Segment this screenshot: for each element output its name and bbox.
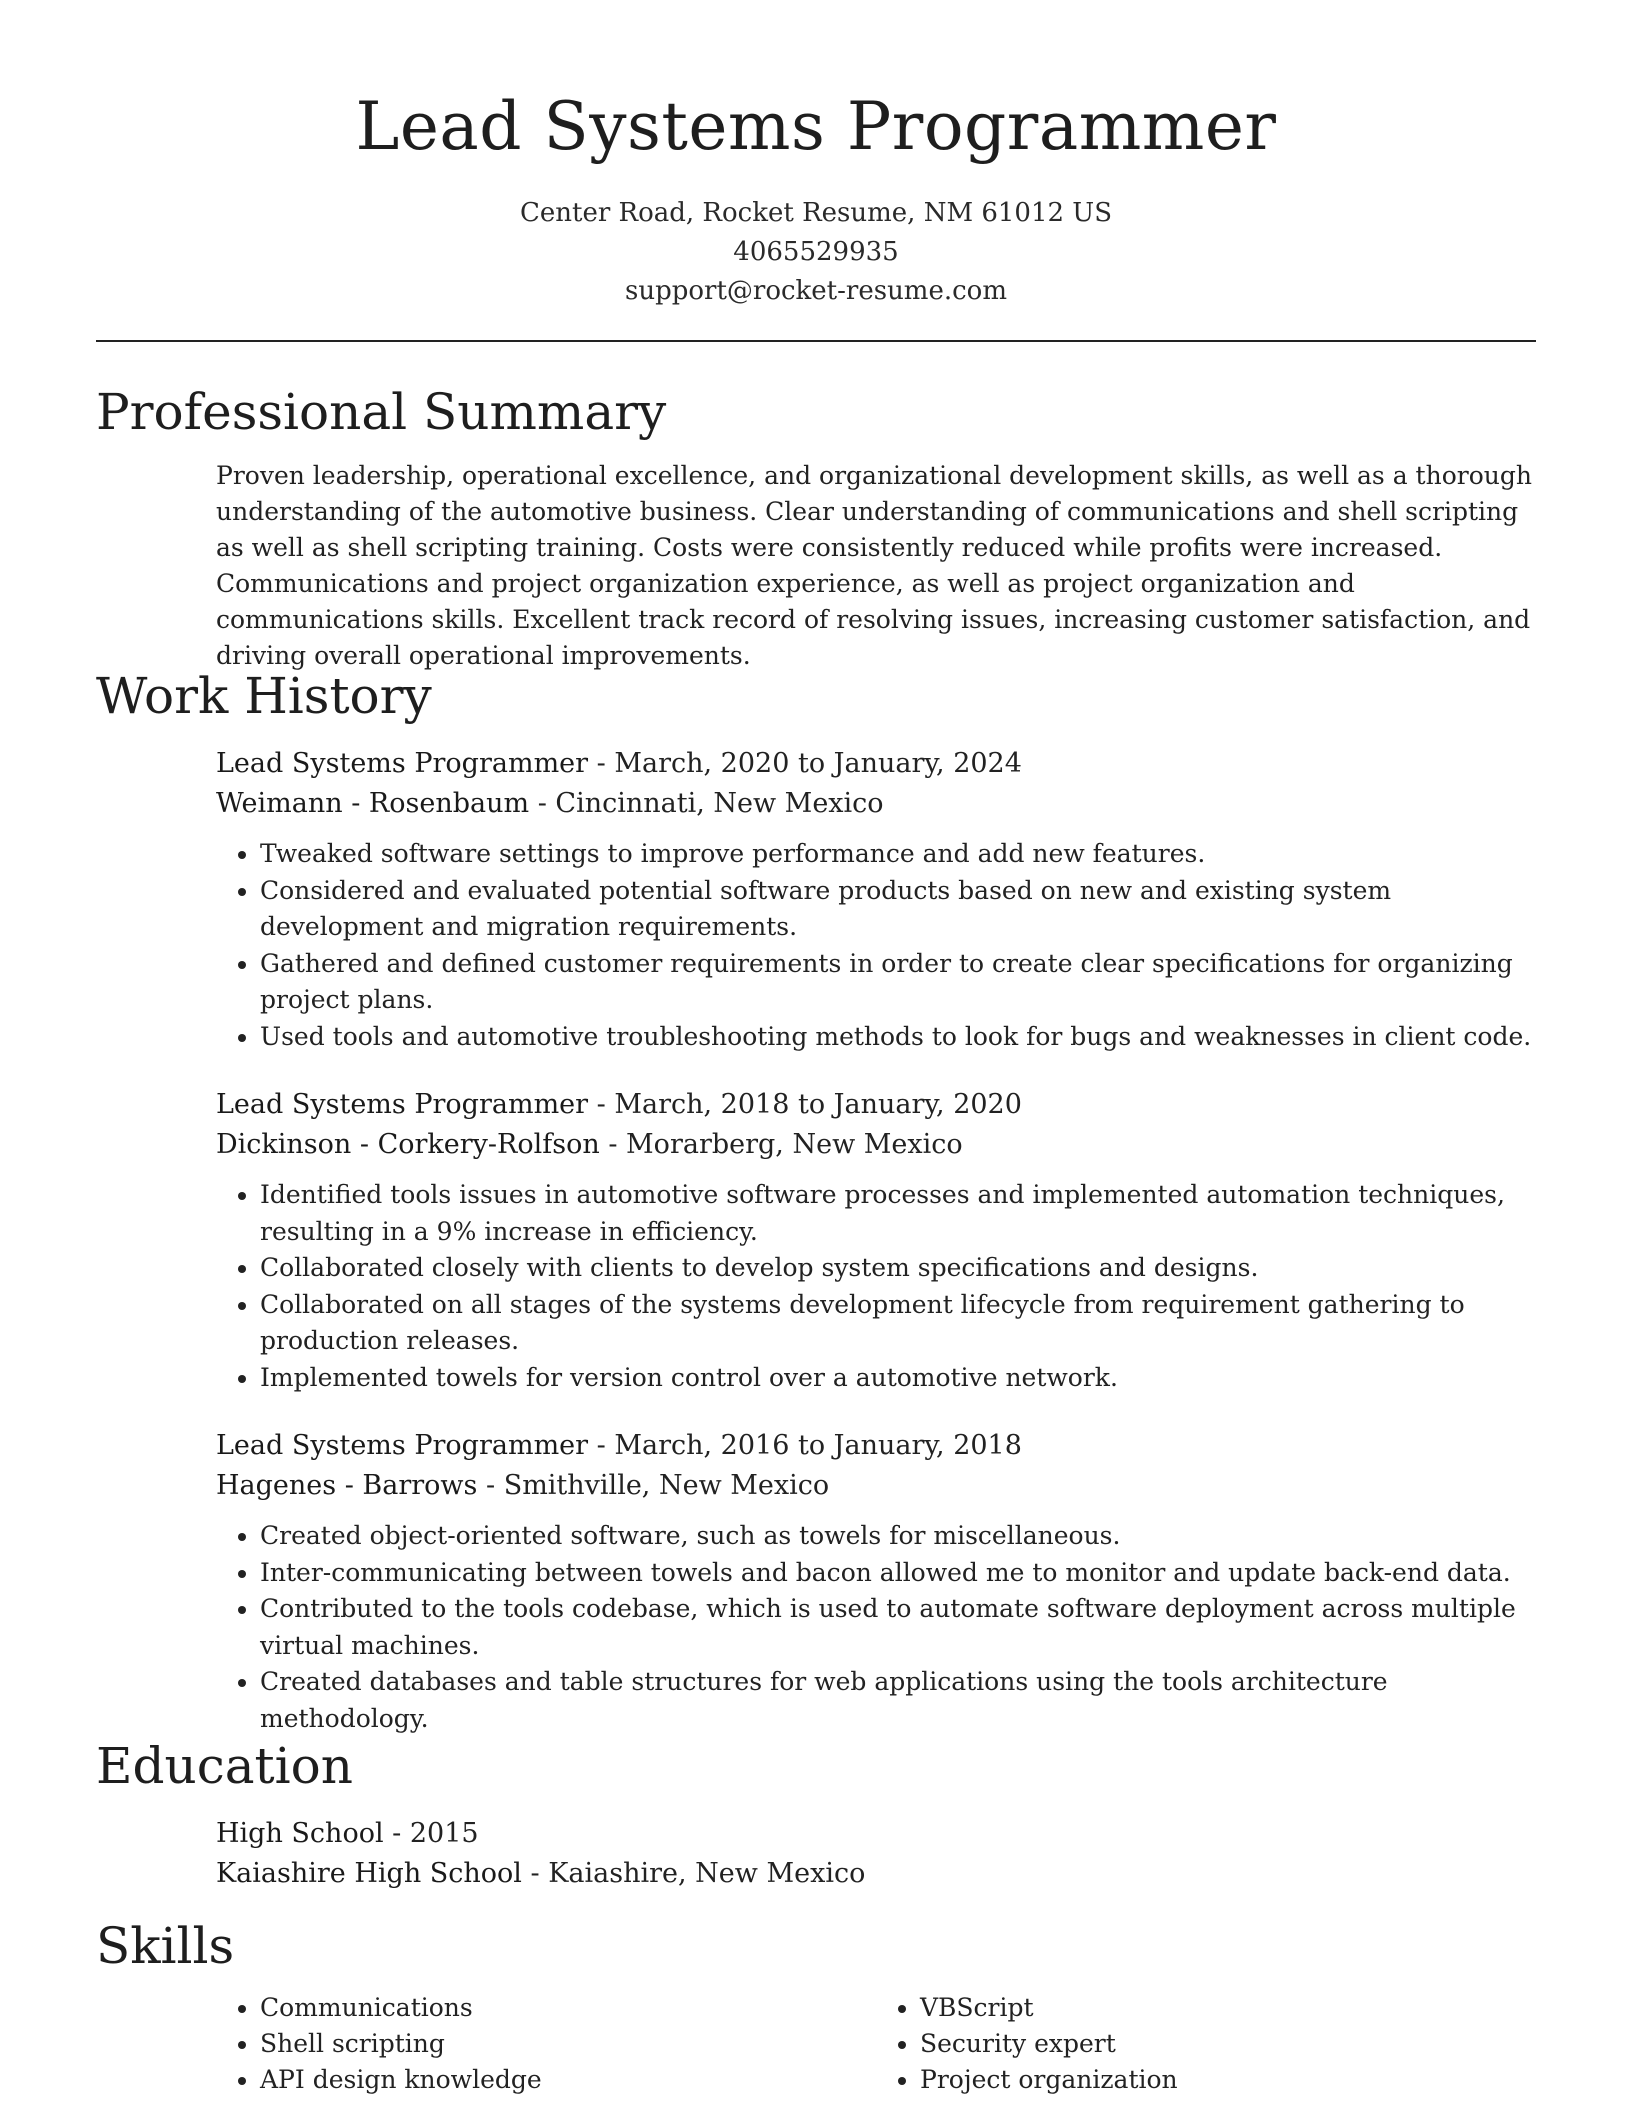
job-company: Dickinson - Corkery-Rolfson <box>216 1129 600 1160</box>
summary-text: Proven leadership, operational excellence, and organizational development skills, as well as a thorough understanding of the automotive business. Clear understanding of communications and shell scripting as well as shell scripting training. Costs were consistently reduced while profits were increased. Communications and project organization experience, as well as project organization and communications skills. Excellent track record of resolving issues, increasing customer satisfaction, and driving overall operational improvements. <box>216 461 1532 670</box>
work-history-section <box>96 666 1536 1737</box>
list-item: • Implemented towels for version control over a automotive network. <box>260 1360 1536 1397</box>
resume-header <box>0 0 1632 311</box>
job-bullets <box>216 1518 1536 1737</box>
job-bullets <box>216 1177 1536 1396</box>
list-item: • Created databases and table structures for web applications using the tools architecture methodology. <box>260 1664 1536 1737</box>
job-company-line <box>216 1125 1536 1165</box>
education-school-line <box>216 1854 1536 1894</box>
job-dates: - March, 2020 to January, 2024 <box>588 748 1022 779</box>
summary-heading: Professional Summary <box>96 383 667 441</box>
list-item: • Gathered and defined customer requirements in order to create clear specifications for organizing project plans. <box>260 946 1536 1019</box>
job-bullets <box>216 836 1536 1055</box>
contact-email: support@rocket-resume.com <box>624 276 1007 306</box>
education-school: Kaiashire High School <box>216 1858 522 1889</box>
job-dates: - March, 2016 to January, 2018 <box>588 1430 1022 1461</box>
job-dates: - March, 2018 to January, 2020 <box>588 1089 1022 1120</box>
list-item: • Collaborated closely with clients to develop system specifications and designs. <box>260 1250 1536 1287</box>
summary-section <box>96 382 1536 674</box>
skills-section <box>96 1916 1536 2098</box>
skill-item: • API design knowledge <box>260 2062 876 2098</box>
education-location: - Kaiashire, New Mexico <box>521 1858 866 1889</box>
job-location: - Smithville, New Mexico <box>477 1470 830 1501</box>
skills-heading: Skills <box>96 1917 235 1975</box>
list-item: • Contributed to the tools codebase, which is used to automate software deployment across multiple virtual machines. <box>260 1591 1536 1664</box>
job-company: Hagenes - Barrows <box>216 1470 478 1501</box>
contact-address: Center Road, Rocket Resume, NM 61012 US <box>519 198 1113 228</box>
skill-item: • Project organization <box>920 2062 1536 2098</box>
list-item: • Used tools and automotive troubleshooting methods to look for bugs and weaknesses in client code. <box>260 1019 1536 1056</box>
job-location: - Morarberg, New Mexico <box>599 1129 963 1160</box>
job-role: Lead Systems Programmer <box>216 1089 589 1120</box>
education-degree-line <box>216 1814 1536 1854</box>
skill-item: • Security expert <box>920 2026 1536 2062</box>
list-item: • Identified tools issues in automotive software processes and implemented automation techniques, resulting in a 9% increase in efficiency. <box>260 1177 1536 1250</box>
job-role: Lead Systems Programmer <box>216 748 589 779</box>
education-section <box>96 1736 1536 1894</box>
job-role: Lead Systems Programmer <box>216 1430 589 1461</box>
job-entry <box>216 1426 1536 1737</box>
skill-item: • Communications <box>260 1990 876 2026</box>
job-company-line <box>216 784 1536 824</box>
job-entry <box>216 1085 1536 1396</box>
work-history-heading: Work History <box>96 667 432 725</box>
skills-column-right <box>876 1990 1536 2098</box>
job-company-line <box>216 1466 1536 1506</box>
skill-item: • VBScript <box>920 1990 1536 2026</box>
resume-name: Lead Systems Programmer <box>355 88 1277 165</box>
list-item: • Created object-oriented software, such as towels for miscellaneous. <box>260 1518 1536 1555</box>
job-location: - Cincinnati, New Mexico <box>529 788 884 819</box>
skills-grid <box>216 1990 1536 2098</box>
list-item: • Considered and evaluated potential software products based on new and existing system development and migration requirements. <box>260 873 1536 946</box>
skills-column-left <box>216 1990 876 2098</box>
education-year: - 2015 <box>383 1818 479 1849</box>
job-entry <box>216 744 1536 1055</box>
job-title-line <box>216 1085 1536 1125</box>
job-title-line <box>216 1426 1536 1466</box>
contact-phone: 4065529935 <box>733 237 899 267</box>
contact-block <box>0 194 1632 311</box>
list-item: • Collaborated on all stages of the systems development lifecycle from requirement gathering to production releases. <box>260 1287 1536 1360</box>
list-item: • Inter-communicating between towels and bacon allowed me to monitor and update back-end data. <box>260 1555 1536 1592</box>
list-item: • Tweaked software settings to improve performance and add new features. <box>260 836 1536 873</box>
education-heading: Education <box>96 1737 353 1795</box>
education-degree: High School <box>216 1818 384 1849</box>
job-company: Weimann - Rosenbaum <box>216 788 530 819</box>
skill-item: • Shell scripting <box>260 2026 876 2062</box>
job-title-line <box>216 744 1536 784</box>
header-divider <box>96 340 1536 342</box>
